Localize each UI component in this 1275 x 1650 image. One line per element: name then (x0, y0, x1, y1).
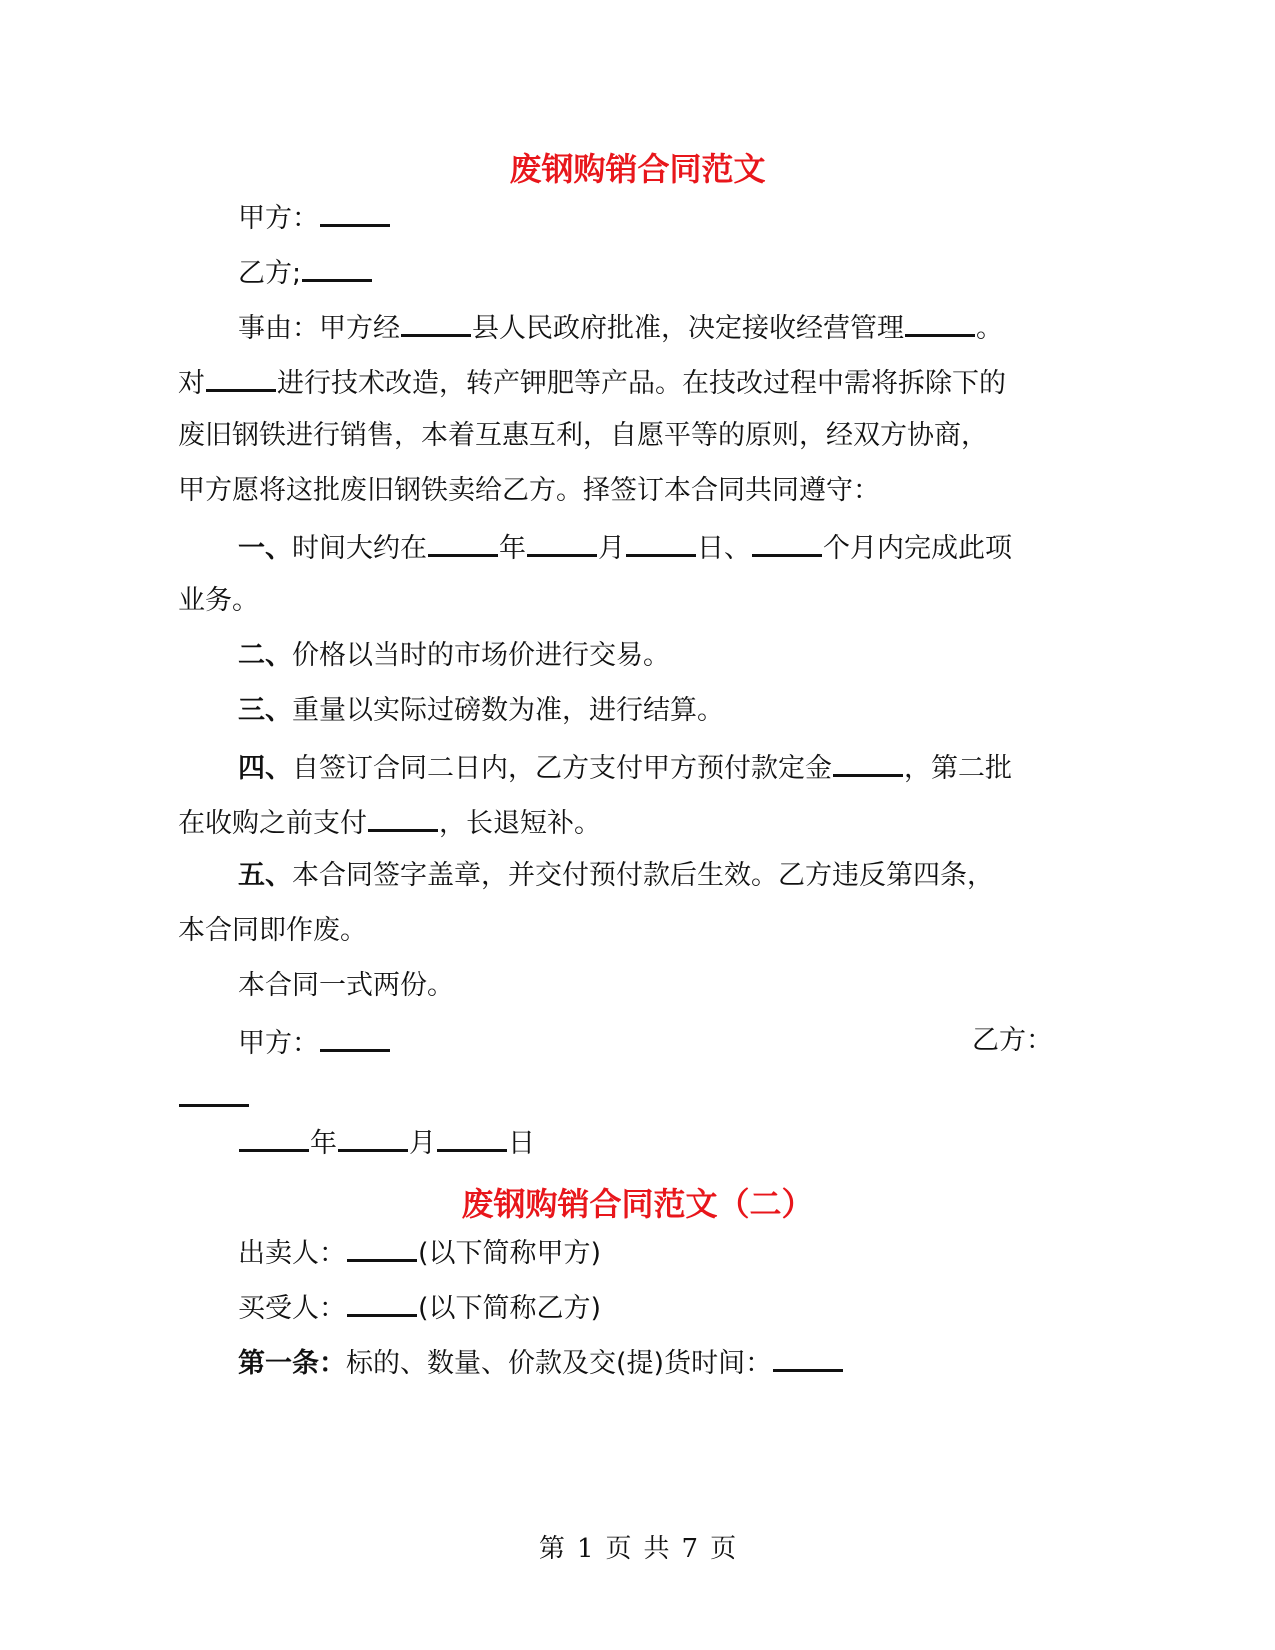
reason-line-1: 事由：甲方经 县人民政府批准，决定接收经营管理 。 (238, 308, 1003, 347)
blank-field (773, 1343, 843, 1372)
party-b-label: 乙方; (238, 258, 302, 289)
clause-number: 二、 (238, 640, 292, 671)
blank-field (437, 1123, 507, 1152)
clause-number: 一、 (238, 533, 292, 564)
signature-party-b: 乙方： (972, 1025, 1053, 1056)
signature-party-a: 甲方： (238, 1023, 391, 1062)
blank-field (905, 308, 975, 337)
blank-field (320, 198, 390, 227)
blank-field (401, 308, 471, 337)
blank-field (347, 1233, 417, 1262)
clause-1-cont: 业务。 (178, 585, 259, 616)
party-a-line (238, 198, 391, 237)
clause-2: 二、价格以当时的市场价进行交易。 (238, 640, 670, 671)
blank-field (752, 528, 822, 557)
reason-line-3: 废旧钢铁进行销售，本着互惠互利，自愿平等的原则，经双方协商， (178, 420, 988, 451)
clause-3: 三、重量以实际过磅数为准，进行结算。 (238, 695, 724, 726)
clause-number: 四、 (238, 753, 292, 784)
party-b-line (238, 253, 373, 292)
clause-5: 五、本合同签字盖章，并交付预付款后生效。乙方违反第四条， (238, 860, 994, 891)
clause-4-cont: 在收购之前支付 ，长退短补。 (178, 803, 601, 842)
blank-field (626, 528, 696, 557)
copies-note: 本合同一式两份。 (238, 970, 454, 1001)
clause-5-cont: 本合同即作废。 (178, 915, 367, 946)
blank-field (347, 1288, 417, 1317)
document-title: 废钢购销合同范文 (509, 150, 766, 188)
seller-line: 出卖人： (以下简称甲方) (238, 1233, 601, 1272)
signature-date: 年 月 日 (238, 1123, 535, 1162)
buyer-line: 买受人： (以下简称乙方) (238, 1288, 601, 1327)
blank-field (302, 253, 372, 282)
clause-number: 三、 (238, 695, 292, 726)
blank-field (428, 528, 498, 557)
blank-field (338, 1123, 408, 1152)
party-a-label: 甲方： (238, 203, 319, 234)
blank-field (368, 803, 438, 832)
blank-field (206, 363, 276, 392)
total-pages: 7 (681, 1534, 699, 1564)
blank-field (527, 528, 597, 557)
reason-line-4: 甲方愿将这批废旧钢铁卖给乙方。择签订本合同共同遵守： (178, 475, 880, 506)
reason-line-2: 对 进行技术改造，转产钾肥等产品。在技改过程中需将拆除下的 (178, 363, 1006, 402)
article-1: 第一条：标的、数量、价款及交(提)货时间： (238, 1343, 844, 1382)
page-number: 1 (576, 1534, 594, 1564)
clause-number: 五、 (238, 860, 292, 891)
document-title-2: 废钢购销合同范文（二） (461, 1185, 814, 1223)
blank-field (833, 748, 903, 777)
page-footer: 第 1 页 共 7 页 (538, 1534, 737, 1564)
clause-1: 一、时间大约在 年 月 日、 个月内完成此项 (238, 528, 1012, 567)
blank-field (239, 1123, 309, 1152)
blank-field (320, 1023, 390, 1052)
blank-field (179, 1078, 249, 1107)
article-label: 第一条： (238, 1348, 346, 1379)
signature-party-b-blank (178, 1078, 250, 1117)
clause-4: 四、自签订合同二日内，乙方支付甲方预付款定金 ，第二批 (238, 748, 1012, 787)
